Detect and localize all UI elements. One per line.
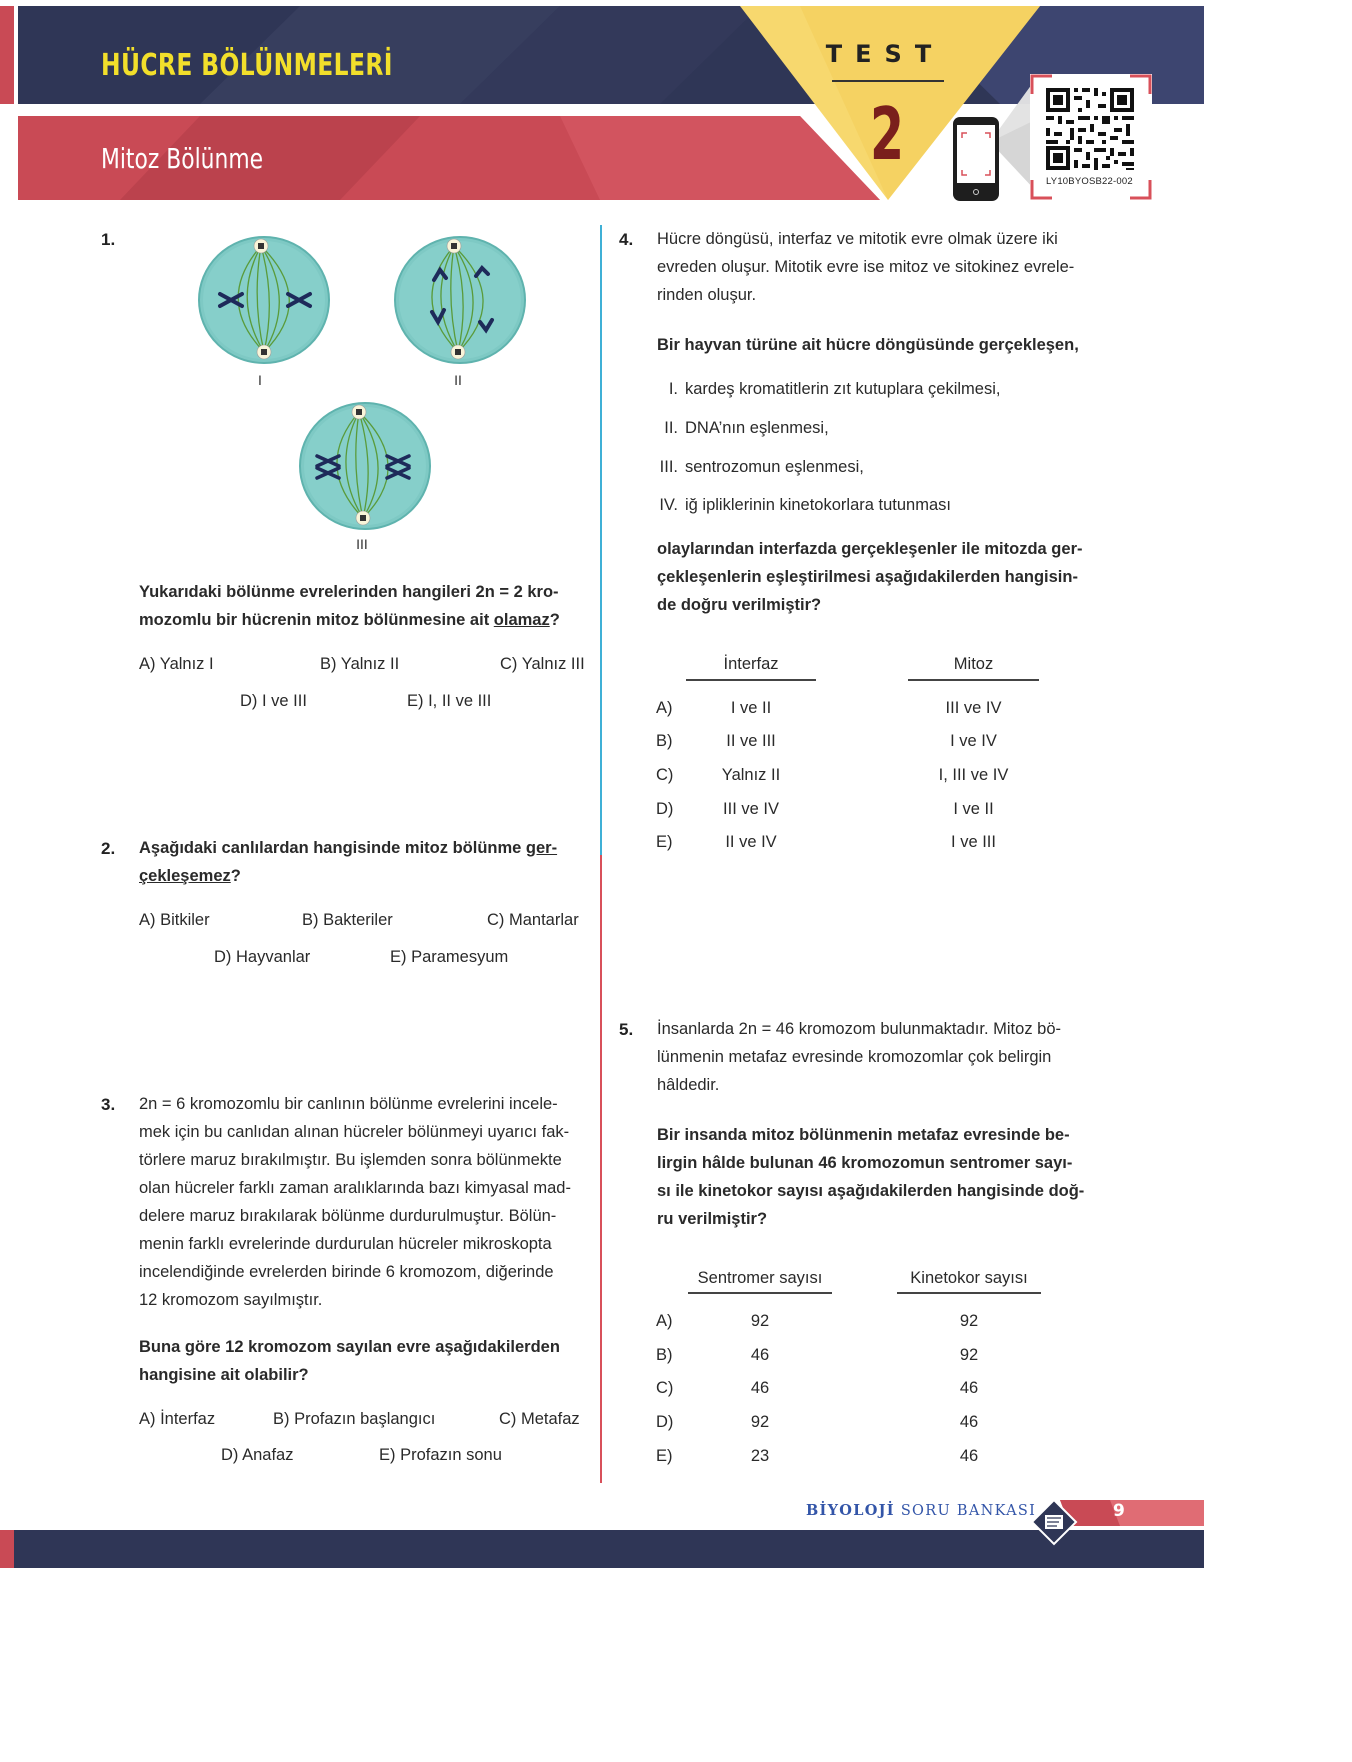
question-stem (139, 834, 589, 890)
option-e[interactable]: E) Paramesyum (390, 948, 509, 966)
option-e[interactable]: E) Profazın sonu (379, 1446, 502, 1464)
question-paragraph (657, 225, 1109, 309)
book-logo-icon (1030, 1498, 1078, 1546)
row-value-kinetokor: 46 (959, 1447, 979, 1465)
cell-diagram-3 (297, 400, 433, 532)
stem-line-2: mozomlu bir hücrenin mitoz bölünmesine ait (139, 611, 494, 629)
page-sub-title: Mitoz Bölünme (101, 142, 264, 175)
paragraph-line: İnsanlarda 2n = 46 kromozom bulunmaktadır. Mitoz bö- (657, 1020, 1062, 1038)
cell-label-1: I (258, 372, 262, 388)
option-a[interactable]: A) Bitkiler (139, 911, 210, 929)
row-value-kinetokor: 46 (959, 1379, 979, 1397)
column-divider-bottom (600, 855, 602, 1483)
row-value-kinetokor: 92 (959, 1312, 979, 1330)
stem-line: de doğru verilmiştir? (657, 596, 822, 614)
option-d[interactable]: D) Hayvanlar (214, 948, 311, 966)
row-label: B) (656, 732, 673, 750)
option-d[interactable]: D) I ve III (240, 692, 307, 710)
roman-numeral: I. (668, 380, 678, 398)
option-b[interactable]: B) Yalnız II (320, 655, 400, 673)
test-label: TEST (825, 40, 945, 68)
question-stem (657, 1121, 1109, 1233)
row-value-mitoz: I ve III (951, 833, 996, 851)
paragraph-line: 2n = 6 kromozomlu bir canlının bölünme evrelerini incele- (139, 1095, 558, 1113)
paragraph-line: törlere maruz bırakılmıştır. Bu işlemden sonra bölünmekte (139, 1151, 562, 1169)
row-value-interfaz: Yalnız II (721, 766, 781, 784)
paragraph-line: Hücre döngüsü, interfaz ve mitotik evre olmak üzere iki (657, 230, 1058, 248)
row-label: B) (656, 1346, 673, 1364)
row-value-interfaz: I ve II (730, 699, 772, 717)
roman-numeral: III. (659, 458, 678, 476)
paragraph-line: rinden oluşur. (657, 286, 757, 304)
option-d[interactable]: D) Anafaz (221, 1446, 294, 1464)
question-stem (657, 535, 1109, 619)
row-value-kinetokor: 46 (959, 1413, 979, 1431)
stem-emphasis-1: ger- (525, 839, 558, 857)
question-paragraph (657, 1015, 1109, 1099)
row-value-mitoz: I ve IV (950, 732, 997, 750)
question-stem (139, 1333, 589, 1389)
page-number: 9 (1113, 1501, 1125, 1521)
stem-line: ru verilmiştir? (657, 1210, 768, 1228)
table-header-rule (688, 1292, 832, 1294)
question-number: 2. (101, 839, 116, 858)
question-lead: Bir hayvan türüne ait hücre döngüsünde gerçekleşen, (657, 336, 1079, 354)
row-value-sentromer: 92 (750, 1312, 770, 1330)
stem-end: ? (230, 867, 241, 885)
row-label: C) (656, 1379, 674, 1397)
stem-line: Bir insanda mitoz bölünmenin metafaz evresinde be- (657, 1126, 1070, 1144)
option-c[interactable]: C) Mantarlar (487, 911, 579, 929)
row-value-interfaz: II ve III (726, 732, 776, 750)
row-value-sentromer: 46 (750, 1379, 770, 1397)
book-title (806, 1502, 1036, 1519)
paragraph-line: olan hücreler farklı zaman aralıklarında bazı kimyasal mad- (139, 1179, 571, 1197)
question-number: 4. (619, 230, 634, 249)
page-main-title: HÜCRE BÖLÜNMELERİ (101, 48, 393, 83)
statement-text: iğ ipliklerinin kinetokorlara tutunması (685, 496, 951, 514)
row-label: E) (656, 1447, 673, 1465)
roman-numeral: II. (664, 419, 678, 437)
test-divider (832, 80, 944, 82)
stem-end: ? (549, 611, 560, 629)
row-value-sentromer: 46 (750, 1346, 770, 1364)
cell-label-2: II (454, 372, 462, 388)
paragraph-line: evreden oluşur. Mitotik evre ise mitoz ve sitokinez evrele- (657, 258, 1075, 276)
paragraph-line: lünmenin metafaz evresinde kromozomlar çok belirgin (657, 1048, 1052, 1066)
stem-line: sı ile kinetokor sayısı aşağıdakilerden hangisinde doğ- (657, 1182, 1085, 1200)
table-header-mitoz: Mitoz (953, 655, 994, 673)
phone-icon (952, 116, 1000, 202)
table-header-kinetokor: Kinetokor sayısı (910, 1269, 1028, 1287)
book-title-bold: BİYOLOJİ (806, 1502, 895, 1519)
row-label: A) (656, 699, 673, 717)
stem-emphasis-2: çekleşemez (139, 867, 231, 885)
option-a[interactable]: A) Yalnız I (139, 655, 214, 673)
stem-line-1: Yukarıdaki bölünme evrelerinden hangileri 2n = 2 kro- (139, 583, 559, 601)
row-label: D) (656, 1413, 674, 1431)
paragraph-line: hâldedir. (657, 1076, 720, 1094)
table-header-rule (686, 679, 816, 681)
row-value-kinetokor: 92 (959, 1346, 979, 1364)
cell-diagram-1 (196, 234, 332, 366)
stem-emphasis: olamaz (493, 611, 550, 629)
column-divider-top (600, 225, 602, 855)
question-number: 1. (101, 230, 116, 249)
question-paragraph (139, 1090, 589, 1314)
table-header-rule (908, 679, 1039, 681)
row-label: E) (656, 833, 673, 851)
option-b[interactable]: B) Profazın başlangıcı (273, 1410, 436, 1428)
stem-line: lirgin hâlde bulunan 46 kromozomun sentromer sayı- (657, 1154, 1073, 1172)
statement-text: kardeş kromatitlerin zıt kutuplara çekilmesi, (685, 380, 1001, 398)
paragraph-line: incelendiğinde evrelerden birinde 6 kromozom, diğerinde (139, 1263, 554, 1281)
row-value-mitoz: I, III ve IV (938, 766, 1009, 784)
question-number: 3. (101, 1095, 116, 1114)
roman-numeral: IV. (659, 496, 678, 514)
row-value-interfaz: III ve IV (723, 800, 779, 818)
stem-line-1: Aşağıdaki canlılardan hangisinde mitoz bölünme (139, 839, 526, 857)
row-value-sentromer: 92 (750, 1413, 770, 1431)
cell-diagram-2 (392, 234, 528, 366)
table-header-sentromer: Sentromer sayısı (697, 1269, 823, 1287)
statement-text: sentrozomun eşlenmesi, (685, 458, 864, 476)
paragraph-line: 12 kromozom sayılmıştır. (139, 1291, 323, 1309)
paragraph-line: delere maruz bırakılarak bölünme durdurulmuştur. Bölün- (139, 1207, 557, 1225)
cell-label-3: III (356, 536, 368, 552)
option-a[interactable]: A) İnterfaz (139, 1410, 216, 1428)
stem-line: hangisine ait olabilir? (139, 1366, 309, 1384)
row-value-sentromer: 23 (750, 1447, 770, 1465)
table-header-rule (897, 1292, 1041, 1294)
test-number: 2 (869, 92, 905, 176)
question-stem (139, 578, 589, 634)
qr-code-label: LY10BYOSB22-002 (1046, 176, 1133, 187)
row-label: A) (656, 1312, 673, 1330)
option-c[interactable]: C) Metafaz (499, 1410, 580, 1428)
row-value-interfaz: II ve IV (725, 833, 777, 851)
stem-line: çekleşenlerin eşleştirilmesi aşağıdakilerden hangisin- (657, 568, 1078, 586)
option-e[interactable]: E) I, II ve III (407, 692, 492, 710)
row-label: C) (656, 766, 674, 784)
statement-text: DNA’nın eşlenmesi, (685, 419, 829, 437)
option-c[interactable]: C) Yalnız III (500, 655, 585, 673)
book-title-rest: SORU BANKASI (900, 1503, 1037, 1519)
paragraph-line: mek için bu canlıdan alınan hücreler bölünmeyi uyarıcı fak- (139, 1123, 570, 1141)
table-header-interfaz: İnterfaz (723, 655, 779, 673)
question-number: 5. (619, 1020, 634, 1039)
option-b[interactable]: B) Bakteriler (302, 911, 393, 929)
row-label: D) (656, 800, 674, 818)
stem-line: olaylarından interfazda gerçekleşenler ile mitozda ger- (657, 540, 1083, 558)
row-value-mitoz: I ve II (953, 800, 994, 818)
paragraph-line: menin farklı evrelerinde durdurulan hücreler mikroskopta (139, 1235, 552, 1253)
stem-line: Buna göre 12 kromozom sayılan evre aşağıdakilerden (139, 1338, 560, 1356)
row-value-mitoz: III ve IV (945, 699, 1002, 717)
